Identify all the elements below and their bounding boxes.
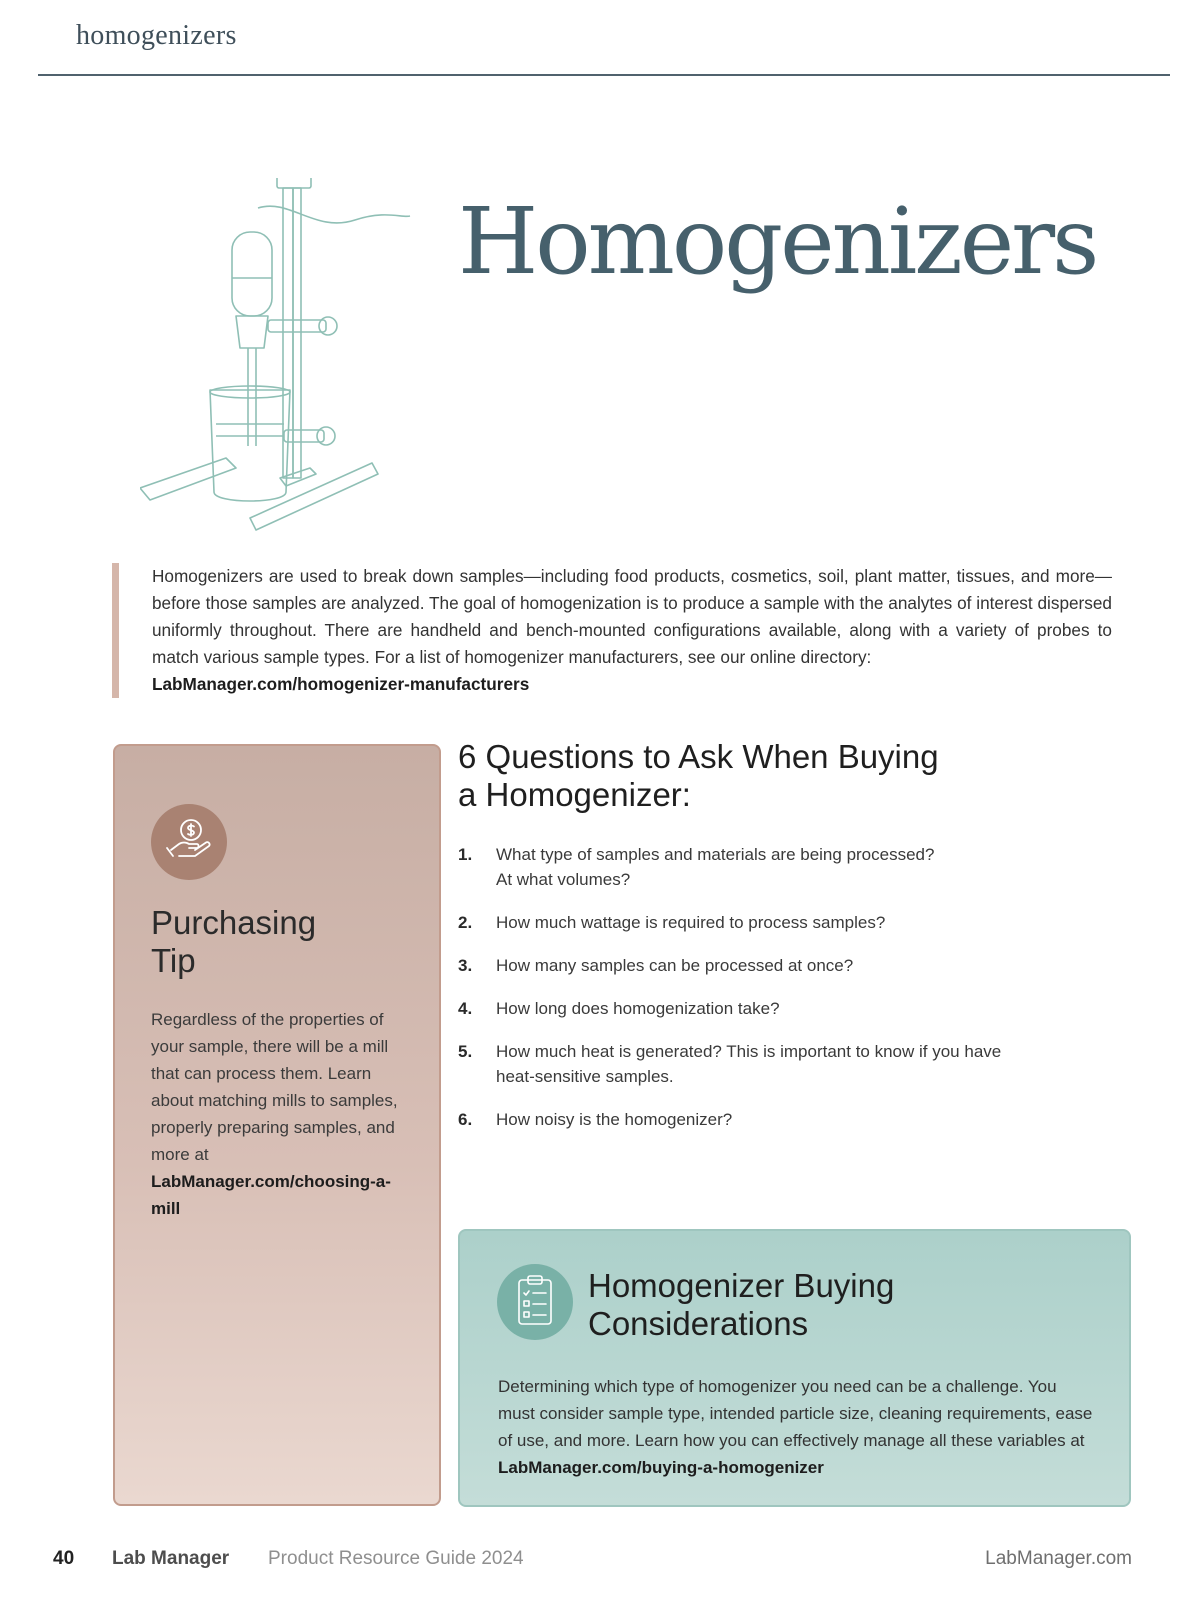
tip-heading-line1: Purchasing (151, 904, 317, 941)
question-number: 5. (458, 1042, 473, 1061)
buying-considerations-card (458, 1229, 1131, 1507)
question-item (458, 1039, 1098, 1089)
question-number: 1. (458, 845, 473, 864)
footer-site-link[interactable]: LabManager.com (985, 1548, 1132, 1569)
tip-body-text: Regardless of the properties of your sample, there will be a mill that can process them. Learn about matching mills to samples, properly preparing samples, and more at (151, 1010, 398, 1164)
tip-heading (151, 904, 411, 980)
question-number: 6. (458, 1110, 473, 1129)
intro-text: Homogenizers are used to break down samples—including food products, cosmetics, soil, plant matter, tissues, and more—before those samples are analyzed. The goal of homogenization is to produce a sample with the analytes of interest dispersed uniformly throughout. There are handheld and bench-mounted configurations available, along with a variety of probes to match various sample types. For a list of homogenizer manufacturers, see our online directory: (152, 566, 1112, 667)
considerations-heading (588, 1267, 1088, 1343)
questions-list (458, 842, 1098, 1132)
purchasing-tip-card (113, 744, 441, 1506)
considerations-body (498, 1373, 1098, 1481)
buying-homogenizer-link[interactable]: LabManager.com/buying-a-homogenizer (498, 1458, 824, 1477)
considerations-heading-line1: Homogenizer Buying (588, 1267, 895, 1304)
header-rule (38, 74, 1170, 76)
question-text: How many samples can be processed at once? (496, 956, 854, 975)
clipboard-checklist-icon (497, 1264, 573, 1340)
questions-heading-line1: 6 Questions to Ask When Buying (458, 738, 939, 775)
page-footer (0, 1548, 1200, 1578)
tip-body (151, 1006, 413, 1222)
question-text-cont: heat-sensitive samples. (496, 1067, 674, 1086)
choosing-mill-link[interactable]: LabManager.com/choosing-a-mill (151, 1172, 391, 1218)
hand-coin-icon (151, 804, 227, 880)
question-text: How long does homogenization take? (496, 999, 780, 1018)
question-number: 4. (458, 999, 473, 1018)
homogenizer-stand-illustration (140, 178, 420, 538)
intro-paragraph (112, 563, 1112, 698)
tip-heading-line2: Tip (151, 942, 196, 979)
considerations-heading-line2: Considerations (588, 1305, 809, 1342)
page-title: Homogenizers (458, 188, 1097, 295)
question-item (458, 842, 1098, 892)
question-item (458, 996, 1098, 1021)
considerations-body-text: Determining which type of homogenizer you need can be a challenge. You must consider sample type, intended particle size, cleaning requirements, ease of use, and more. Learn how you can effectively manage all these variables at (498, 1377, 1093, 1450)
question-text: How much heat is generated? This is important to know if you have (496, 1042, 1002, 1061)
question-number: 2. (458, 913, 473, 932)
question-text: How much wattage is required to process samples? (496, 913, 886, 932)
question-item (458, 1107, 1098, 1132)
question-number: 3. (458, 956, 473, 975)
questions-heading (458, 738, 1018, 814)
question-text: How noisy is the homogenizer? (496, 1110, 733, 1129)
section-tag: homogenizers (76, 20, 237, 51)
footer-guide-title: Product Resource Guide 2024 (268, 1548, 524, 1569)
questions-heading-line2: a Homogenizer: (458, 776, 691, 813)
question-text-cont: At what volumes? (496, 870, 631, 889)
manufacturers-link[interactable]: LabManager.com/homogenizer-manufacturers (152, 674, 530, 694)
question-text: What type of samples and materials are being processed? (496, 845, 935, 864)
question-item (458, 953, 1098, 978)
question-item (458, 910, 1098, 935)
footer-brand: Lab Manager (112, 1548, 230, 1569)
page-number: 40 (53, 1548, 75, 1569)
